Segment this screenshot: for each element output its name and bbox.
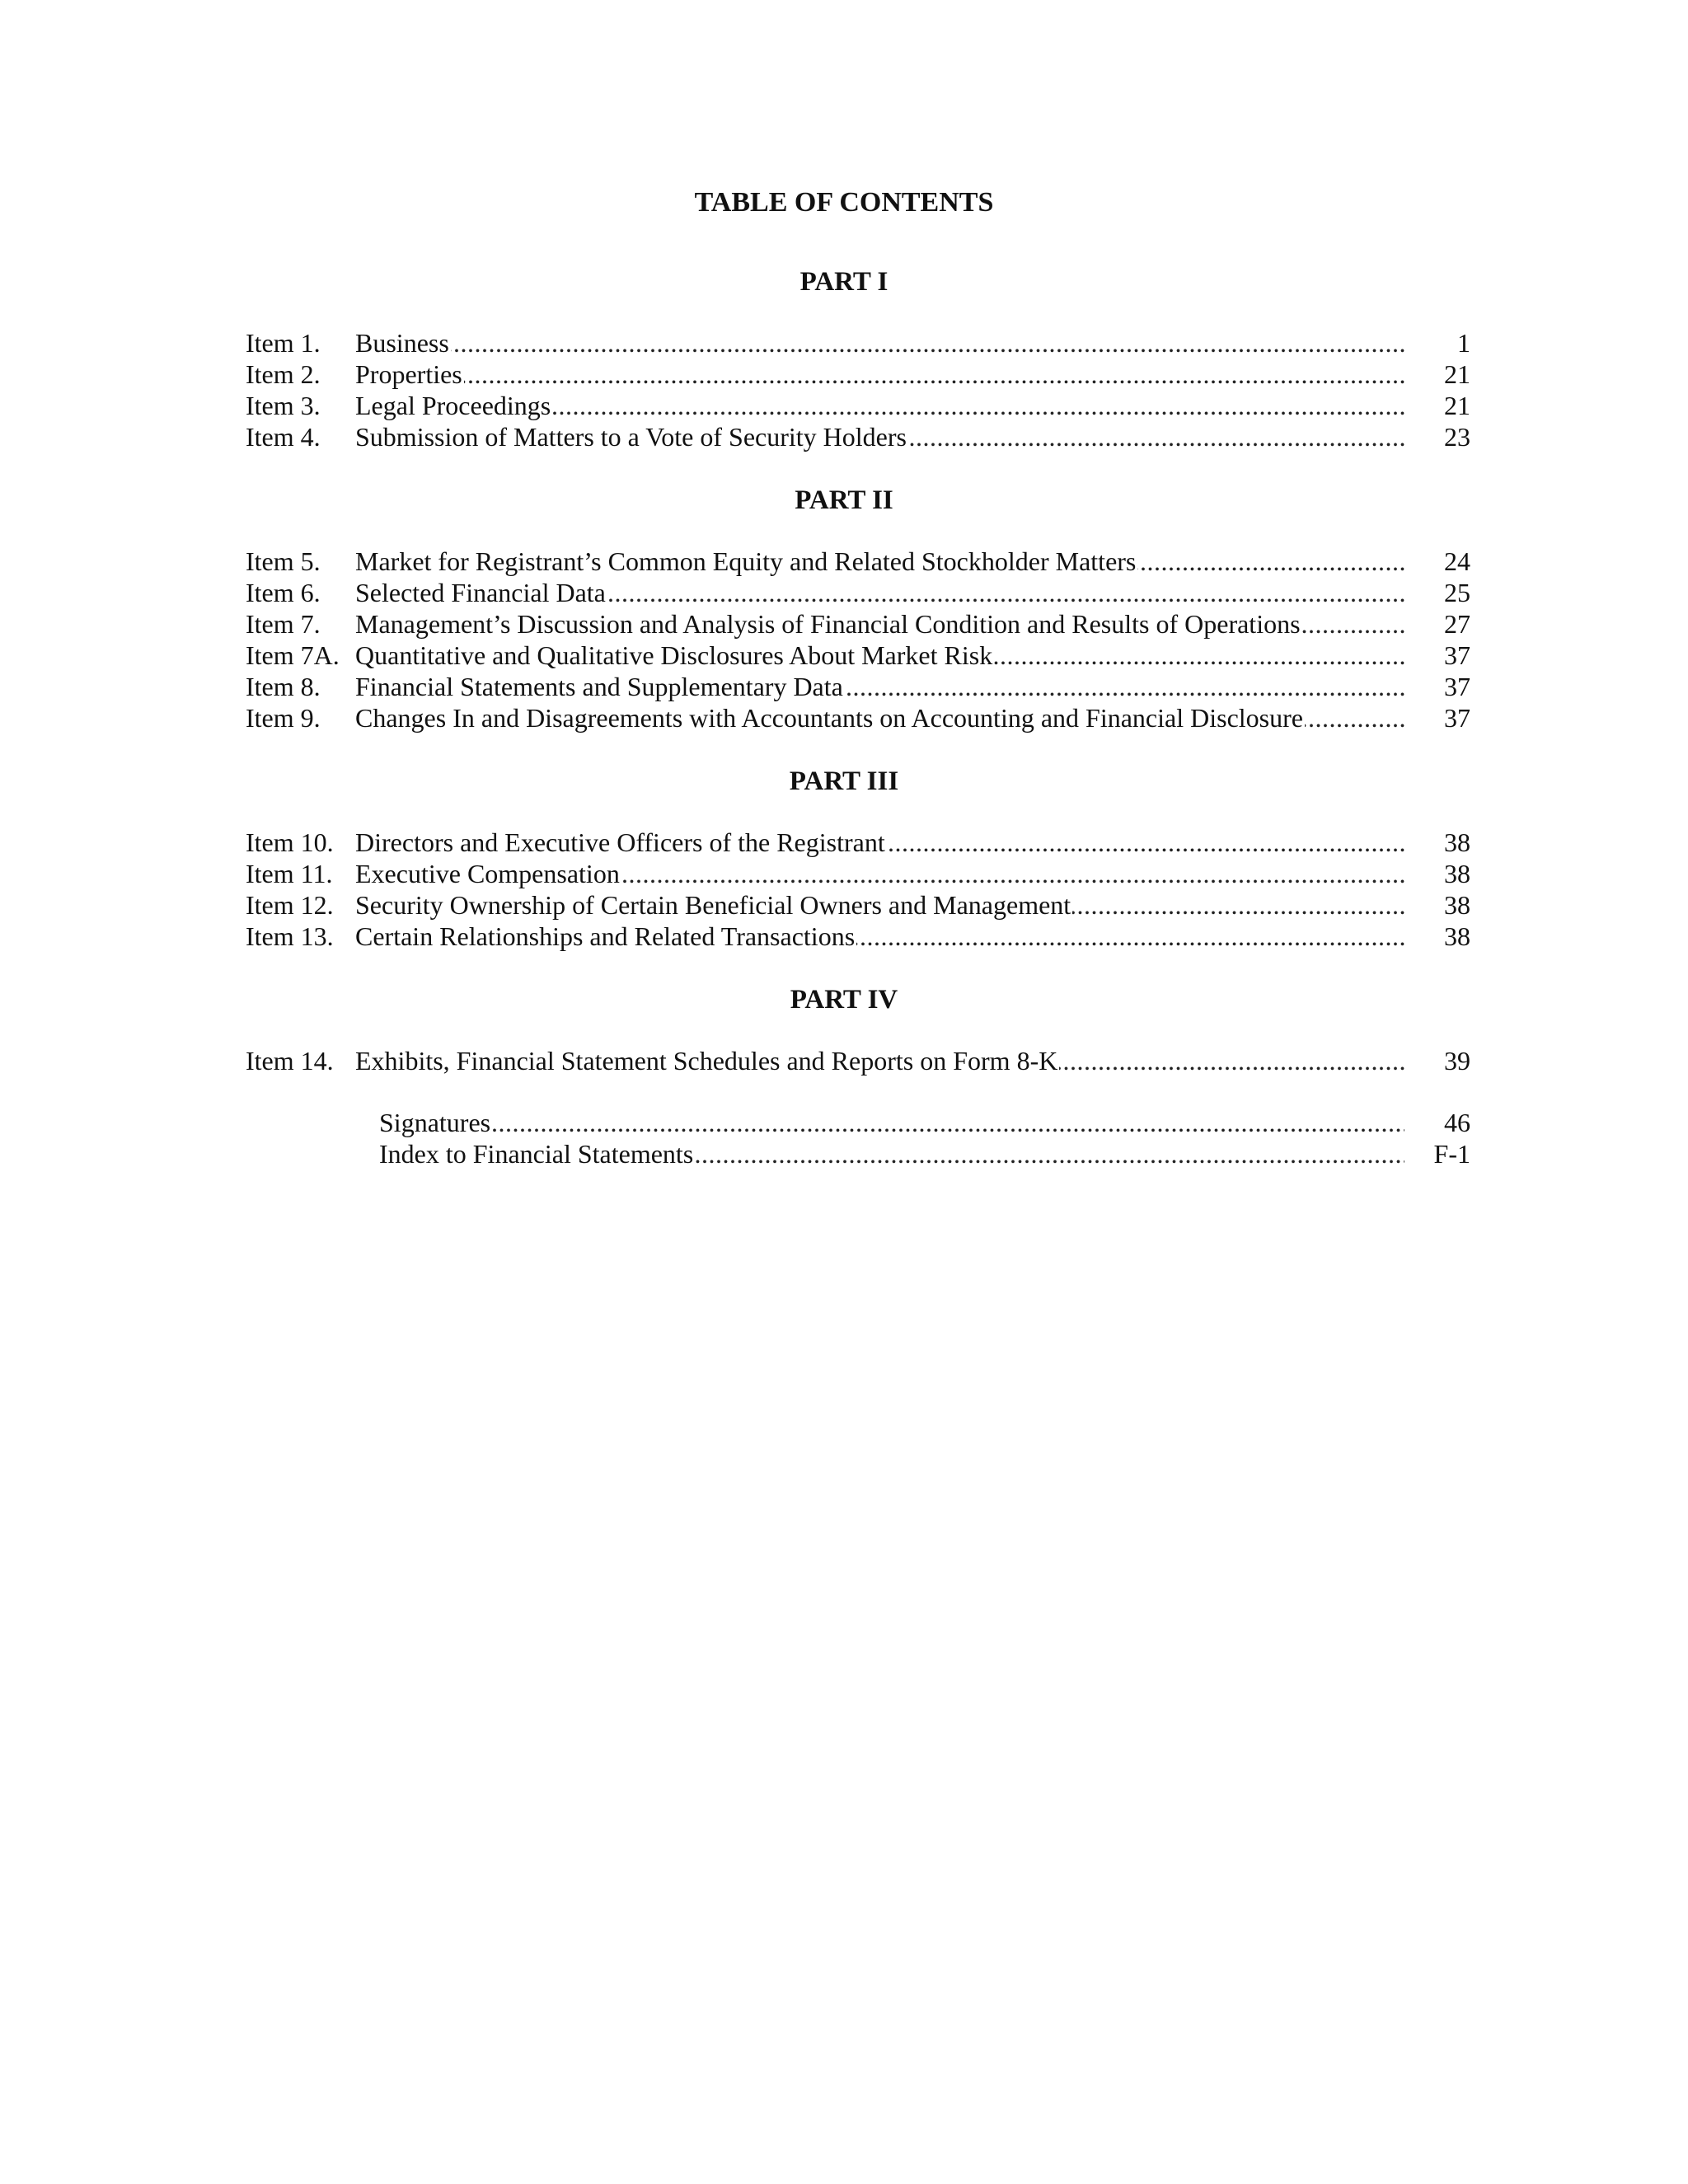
toc-entry-signatures[interactable] bbox=[246, 1107, 1470, 1138]
appendix-items bbox=[246, 1107, 1470, 1169]
item-title: Exhibits, Financial Statement Schedules and Reports on Form 8-K ..... bbox=[355, 1045, 1404, 1076]
item-title: Properties ..... bbox=[355, 359, 1404, 390]
toc-entry-item-4[interactable] bbox=[246, 421, 1470, 452]
toc-entry-item-13[interactable] bbox=[246, 921, 1470, 952]
page-number: 46 bbox=[1444, 1108, 1470, 1137]
part-2-items bbox=[246, 546, 1470, 733]
page-title: TABLE OF CONTENTS bbox=[694, 187, 994, 218]
item-number: Item 12. bbox=[246, 890, 334, 920]
part-heading-3: PART III bbox=[789, 766, 899, 796]
item-number: Item 9. bbox=[246, 703, 321, 733]
part-heading-2: PART II bbox=[795, 485, 893, 515]
page-number: 23 bbox=[1444, 422, 1470, 452]
item-number: Item 5. bbox=[246, 546, 321, 576]
toc-entry-item-1[interactable] bbox=[246, 327, 1470, 359]
page-number: 39 bbox=[1444, 1046, 1470, 1076]
page-number: 38 bbox=[1444, 827, 1470, 857]
item-title: Index to Financial Statements ..... bbox=[379, 1138, 1404, 1169]
item-title: Certain Relationships and Related Transactions ..... bbox=[355, 921, 1404, 952]
item-title: Business ..... bbox=[355, 327, 1404, 359]
item-number: Item 3. bbox=[246, 391, 321, 420]
part-3-items bbox=[246, 827, 1470, 952]
toc-entry-item-8[interactable] bbox=[246, 671, 1470, 702]
part-heading-4: PART IV bbox=[790, 985, 898, 1015]
toc-entry-item-6[interactable] bbox=[246, 577, 1470, 608]
item-number: Item 2. bbox=[246, 359, 321, 389]
item-title: Directors and Executive Officers of the Registrant ..... bbox=[355, 827, 1404, 858]
toc-entry-item-11[interactable] bbox=[246, 858, 1470, 889]
item-title: Quantitative and Qualitative Disclosures About Market Risk ..... bbox=[355, 640, 1404, 671]
page-number: F-1 bbox=[1433, 1139, 1470, 1169]
page-number: 21 bbox=[1444, 359, 1470, 389]
part-4-items bbox=[246, 1045, 1470, 1076]
toc-entry-item-5[interactable] bbox=[246, 546, 1470, 577]
page-number: 37 bbox=[1444, 703, 1470, 733]
item-number: Item 4. bbox=[246, 422, 321, 452]
page-number: 21 bbox=[1444, 391, 1470, 420]
page-number: 24 bbox=[1444, 546, 1470, 576]
toc-entry-item-14[interactable] bbox=[246, 1045, 1470, 1076]
page-number: 1 bbox=[1457, 328, 1470, 358]
page-number: 38 bbox=[1444, 921, 1470, 951]
page-number: 37 bbox=[1444, 640, 1470, 670]
part-heading-1: PART I bbox=[799, 267, 889, 297]
toc-entry-item-7a[interactable] bbox=[246, 640, 1470, 671]
toc-entry-item-12[interactable] bbox=[246, 889, 1470, 921]
part-1-items bbox=[246, 327, 1470, 452]
page-number: 38 bbox=[1444, 890, 1470, 920]
item-title: Executive Compensation ..... bbox=[355, 858, 1404, 889]
toc-entry-item-7[interactable] bbox=[246, 608, 1470, 640]
toc-entry-item-9[interactable] bbox=[246, 702, 1470, 733]
toc-entry-item-3[interactable] bbox=[246, 390, 1470, 421]
page-number: 37 bbox=[1444, 672, 1470, 701]
item-number: Item 13. bbox=[246, 921, 334, 951]
item-number: Item 10. bbox=[246, 827, 334, 857]
page-number: 38 bbox=[1444, 859, 1470, 888]
item-number: Item 14. bbox=[246, 1046, 334, 1076]
page-number: 27 bbox=[1444, 609, 1470, 639]
toc-entry-financial-statements-index[interactable] bbox=[246, 1138, 1470, 1169]
item-title: Financial Statements and Supplementary Data ..... bbox=[355, 671, 1404, 702]
item-number: Item 11. bbox=[246, 859, 333, 888]
item-number: Item 1. bbox=[246, 328, 321, 358]
item-title: Selected Financial Data ..... bbox=[355, 577, 1404, 608]
item-title: Security Ownership of Certain Beneficial Owners and Management ..... bbox=[355, 889, 1404, 921]
toc-entry-item-2[interactable] bbox=[246, 359, 1470, 390]
item-number: Item 7A. bbox=[246, 640, 340, 670]
item-title: Signatures ..... bbox=[379, 1107, 1404, 1138]
toc-entry-item-10[interactable] bbox=[246, 827, 1470, 858]
page-number: 25 bbox=[1444, 578, 1470, 607]
item-number: Item 6. bbox=[246, 578, 321, 607]
item-title: Legal Proceedings ..... bbox=[355, 390, 1404, 421]
item-title: Management’s Discussion and Analysis of Financial Condition and Results of Operations ..... bbox=[355, 608, 1404, 640]
item-title: Changes In and Disagreements with Accountants on Accounting and Financial Disclosure ..... bbox=[355, 702, 1404, 733]
item-number: Item 8. bbox=[246, 672, 321, 701]
item-title: Submission of Matters to a Vote of Security Holders ..... bbox=[355, 421, 1404, 452]
item-title: Market for Registrant’s Common Equity and Related Stockholder Matters ..... bbox=[355, 546, 1404, 577]
item-number: Item 7. bbox=[246, 609, 321, 639]
